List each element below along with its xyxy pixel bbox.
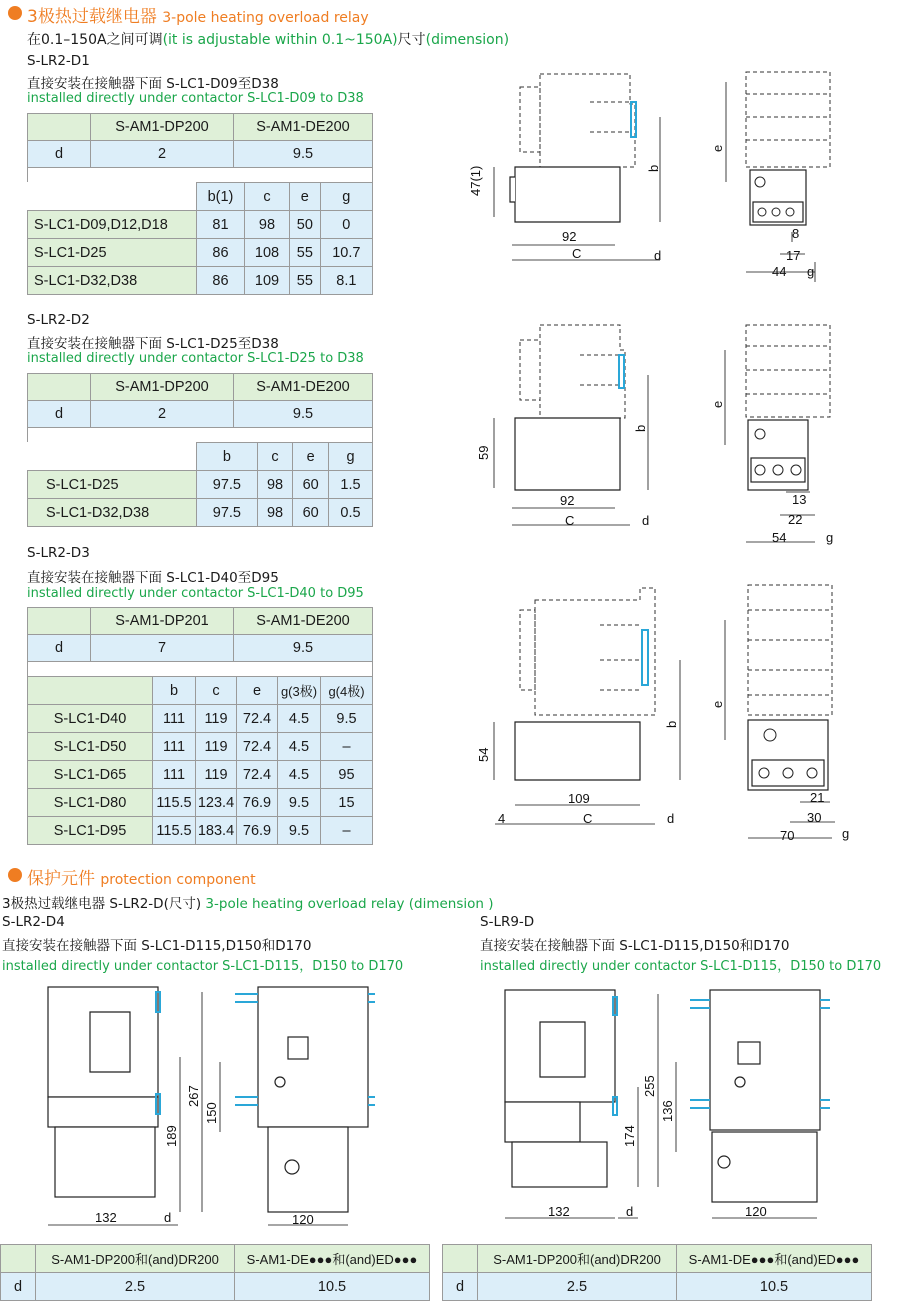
install-note-cn: 直接安装在接触器下面 S-LC1-D25至D38 [27,336,279,352]
relay-body [515,720,828,790]
model-name: S-LR2-D1 [27,53,90,69]
blank-cell [28,677,153,705]
table-header: S-AM1-DE●●●和(and)ED●●● [677,1245,872,1273]
table-cell: 98 [244,211,289,239]
table-row-label: S-LC1-D32,D38 [28,499,197,527]
row-label: d [28,141,91,168]
table-header: b [153,677,196,705]
table-cell: 81 [197,211,245,239]
dim-label-h1: 174 [622,1125,637,1147]
table-row-label: S-LC1-D32,D38 [28,267,197,295]
table-cell: 9.5 [234,635,373,662]
contactor-outline [520,72,830,167]
dimension-table [27,442,373,527]
table-cell: 2 [91,141,234,168]
side-view [505,990,615,1187]
table-cell: 86 [197,239,245,267]
dim-label-w2: 120 [292,1212,314,1227]
dim-label-h2: 255 [642,1075,657,1097]
din-rail-icon [619,355,624,388]
table-row-label: S-LC1-D25 [28,239,197,267]
table-cell: 9.5 [234,401,373,428]
dim-label-c: C [583,811,593,826]
table-cell: 119 [196,705,237,733]
subtitle-en: (it is adjustable within 0.1~150A) [162,32,398,48]
install-note-en: installed directly under contactor S-LC1-D40 to D95 [27,586,364,601]
table-cell: 119 [196,761,237,789]
table-row-label: S-LC1-D25 [28,471,197,499]
table-header: S-AM1-DE200 [234,114,373,141]
model-name: S-LR2-D2 [27,312,90,328]
relay-drawing-lr9 [490,982,870,1232]
table-header: b(1) [197,183,245,211]
dimension-table [27,676,373,845]
subtitle-cn: 在0.1–150A之间可调 [27,32,163,48]
table-cell: 98 [257,471,293,499]
spacer [28,168,373,183]
table-cell: 1.5 [328,471,372,499]
table-header: S-AM1-DP200 [91,114,234,141]
dim-label-n3: 44 [772,264,787,279]
d-table [27,607,373,677]
table-cell: 111 [153,733,196,761]
dim-label-h: 54 [476,747,491,762]
table-header: e [293,443,329,471]
table-row-label: S-LC1-D09,D12,D18 [28,211,197,239]
relay-drawing-d2 [470,320,850,555]
table-cell: 9.5 [278,789,321,817]
table-header: g(3极) [278,677,321,705]
dim-label-g: g [807,264,815,279]
blank-cell [1,1245,36,1273]
dim-label-d: d [642,513,650,528]
table-cell: 86 [197,267,245,295]
dim-label-e: e [710,700,725,708]
table-cell: 8.1 [320,267,372,295]
table-cell: 60 [293,499,329,527]
dim-label-h1: 189 [164,1125,179,1147]
table-header: S-AM1-DP200和(and)DR200 [478,1245,677,1273]
table-header: S-AM1-DE200 [234,608,373,635]
d-table-bottom [0,1244,430,1301]
install-note-en: installed directly under contactor S-LC1-D25 to D38 [27,351,364,366]
install-note-en: installed directly under contactor S-LC1-D115，D150 to D170 [2,959,404,974]
table-header: e [290,183,321,211]
blank-cell [28,608,91,635]
table-cell: 72.4 [237,761,278,789]
subtitle-cn2: 尺寸 [397,32,426,48]
table-cell: 97.5 [197,471,258,499]
dim-label-w: 92 [560,493,575,508]
relay-body [515,418,808,490]
table-cell: 98 [257,499,293,527]
dim-label-left: 4 [498,811,506,826]
table-cell: 2 [91,401,234,428]
table-header: g(4极) [321,677,373,705]
dim-label-n2: 17 [786,248,801,263]
section-bullet-icon [8,868,22,882]
dim-label-n3: 54 [772,530,787,545]
dim-label-n2: 30 [807,810,822,825]
table-cell: 7 [91,635,234,662]
dim-label-w: 92 [562,229,577,244]
contactor-outline [520,325,830,418]
section-title-cn: 保护元件 [27,869,95,889]
dim-label-n1: 21 [810,790,825,805]
dim-label-e: e [710,400,725,408]
dim-label-d: d [667,811,675,826]
table-row-label: S-LC1-D40 [28,705,153,733]
dim-label-n1: 13 [792,492,807,507]
d-table-bottom [442,1244,872,1301]
table-cell: 15 [321,789,373,817]
table-row-label: S-LC1-D50 [28,733,153,761]
dim-label-h: 47(1) [468,165,483,196]
d-table [27,373,373,443]
blank-cell [28,183,197,211]
install-note-cn: 直接安装在接触器下面 S-LC1-D115,D150和D170 [2,938,312,954]
install-note-cn: 直接安装在接触器下面 S-LC1-D115,D150和D170 [480,938,790,954]
dim-label-b: b [664,720,679,728]
d-table [27,113,373,183]
table-cell: 119 [196,733,237,761]
table-header: S-AM1-DP200和(and)DR200 [36,1245,235,1273]
table-cell: 50 [290,211,321,239]
table-header: c [244,183,289,211]
table-cell: 10.5 [235,1273,430,1301]
dim-label-d: d [654,248,662,263]
table-cell: 76.9 [237,817,278,845]
table-cell: 115.5 [153,789,196,817]
front-view [710,990,820,1202]
dim-label-w2: 120 [745,1204,767,1219]
dim-label-h: 59 [476,445,491,460]
table-header: S-AM1-DE●●●和(and)ED●●● [235,1245,430,1273]
table-cell: 109 [244,267,289,295]
spacer [28,428,373,443]
dim-label-n2: 22 [788,512,803,527]
table-cell: 72.4 [237,733,278,761]
row-label: d [443,1273,478,1301]
dim-label-b: b [646,164,661,172]
relay-drawing-d1 [470,62,850,292]
blank-cell [443,1245,478,1273]
table-cell: 123.4 [196,789,237,817]
relay-drawing-d3 [470,580,860,850]
dim-label-d: d [626,1204,634,1219]
table-row-label: S-LC1-D65 [28,761,153,789]
table-cell: 55 [290,239,321,267]
table-cell: 111 [153,705,196,733]
table-header: S-AM1-DP201 [91,608,234,635]
table-cell: 4.5 [278,761,321,789]
dim-label-b: b [633,424,648,432]
install-note-en: installed directly under contactor S-LC1-D09 to D38 [27,91,364,106]
relay-drawing-d4 [30,982,410,1232]
table-cell: 9.5 [234,141,373,168]
install-note-cn: 直接安装在接触器下面 S-LC1-D40至D95 [27,570,279,586]
dim-label-n3: 70 [780,828,795,843]
section-title-en: 3-pole heating overload relay [162,10,369,26]
blank-cell [28,443,197,471]
table-header: S-AM1-DP200 [91,374,234,401]
table-cell: 10.7 [320,239,372,267]
table-cell: 9.5 [321,705,373,733]
table-cell: 4.5 [278,705,321,733]
table-header: S-AM1-DE200 [234,374,373,401]
dim-label-w: 132 [548,1204,570,1219]
table-cell: 4.5 [278,733,321,761]
din-rail-icon [642,630,648,685]
table-header: c [257,443,293,471]
table-cell: 76.9 [237,789,278,817]
dim-label-g: g [826,530,834,545]
install-note-cn: 直接安装在接触器下面 S-LC1-D09至D38 [27,76,279,92]
section-title [27,2,369,27]
table-header: c [196,677,237,705]
dim-label-c: C [565,513,575,528]
model-name: S-LR2-D3 [27,545,90,561]
table-cell: 72.4 [237,705,278,733]
table-header: e [237,677,278,705]
table-header: g [320,183,372,211]
blank-cell [28,114,91,141]
table-cell: – [321,733,373,761]
dim-label-h2: 267 [186,1085,201,1107]
table-cell: 111 [153,761,196,789]
section-title [27,864,256,889]
section-subtitle [2,892,494,912]
table-cell: 183.4 [196,817,237,845]
table-header: g [328,443,372,471]
table-cell: 2.5 [478,1273,677,1301]
table-cell: 9.5 [278,817,321,845]
table-cell: 10.5 [677,1273,872,1301]
table-cell: 60 [293,471,329,499]
table-cell: – [321,817,373,845]
model-name: S-LR2-D4 [2,914,65,930]
subtitle-en2: (dimension) [425,32,510,48]
table-row-label: S-LC1-D80 [28,789,153,817]
dim-label-h3: 150 [204,1102,219,1124]
spacer [28,662,373,677]
model-name: S-LR9-D [480,914,535,930]
table-cell: 0.5 [328,499,372,527]
din-rail-icon [631,102,636,137]
subtitle-en: 3-pole heating overload relay (dimension ) [205,896,494,912]
dimension-table [27,182,373,295]
table-cell: 115.5 [153,817,196,845]
dim-label-c: C [572,246,582,261]
dim-label-n1: 8 [792,226,800,241]
dim-label-g: g [842,826,850,841]
subtitle-cn: 3极热过载继电器 S-LR2-D(尺寸) [2,896,202,912]
section-bullet-icon [8,6,22,20]
row-label: d [28,635,91,662]
front-view [258,987,368,1212]
side-view [48,987,158,1197]
dim-label-w: 109 [568,791,590,806]
row-label: d [1,1273,36,1301]
install-note-en: installed directly under contactor S-LC1-D115，D150 to D170 [480,959,882,974]
section-title-en: protection component [100,872,256,888]
row-label: d [28,401,91,428]
table-header: b [197,443,258,471]
table-cell: 97.5 [197,499,258,527]
table-cell: 2.5 [36,1273,235,1301]
table-cell: 108 [244,239,289,267]
table-cell: 0 [320,211,372,239]
section-subtitle [27,29,509,49]
dim-label-d: d [164,1210,172,1225]
dim-label-w: 132 [95,1210,117,1225]
contactor-outline [520,585,832,715]
dim-label-e: e [710,144,725,152]
table-cell: 55 [290,267,321,295]
table-row-label: S-LC1-D95 [28,817,153,845]
table-cell: 95 [321,761,373,789]
blank-cell [28,374,91,401]
dim-label-h3: 136 [660,1100,675,1122]
section-title-cn: 3极热过载继电器 [27,7,157,27]
